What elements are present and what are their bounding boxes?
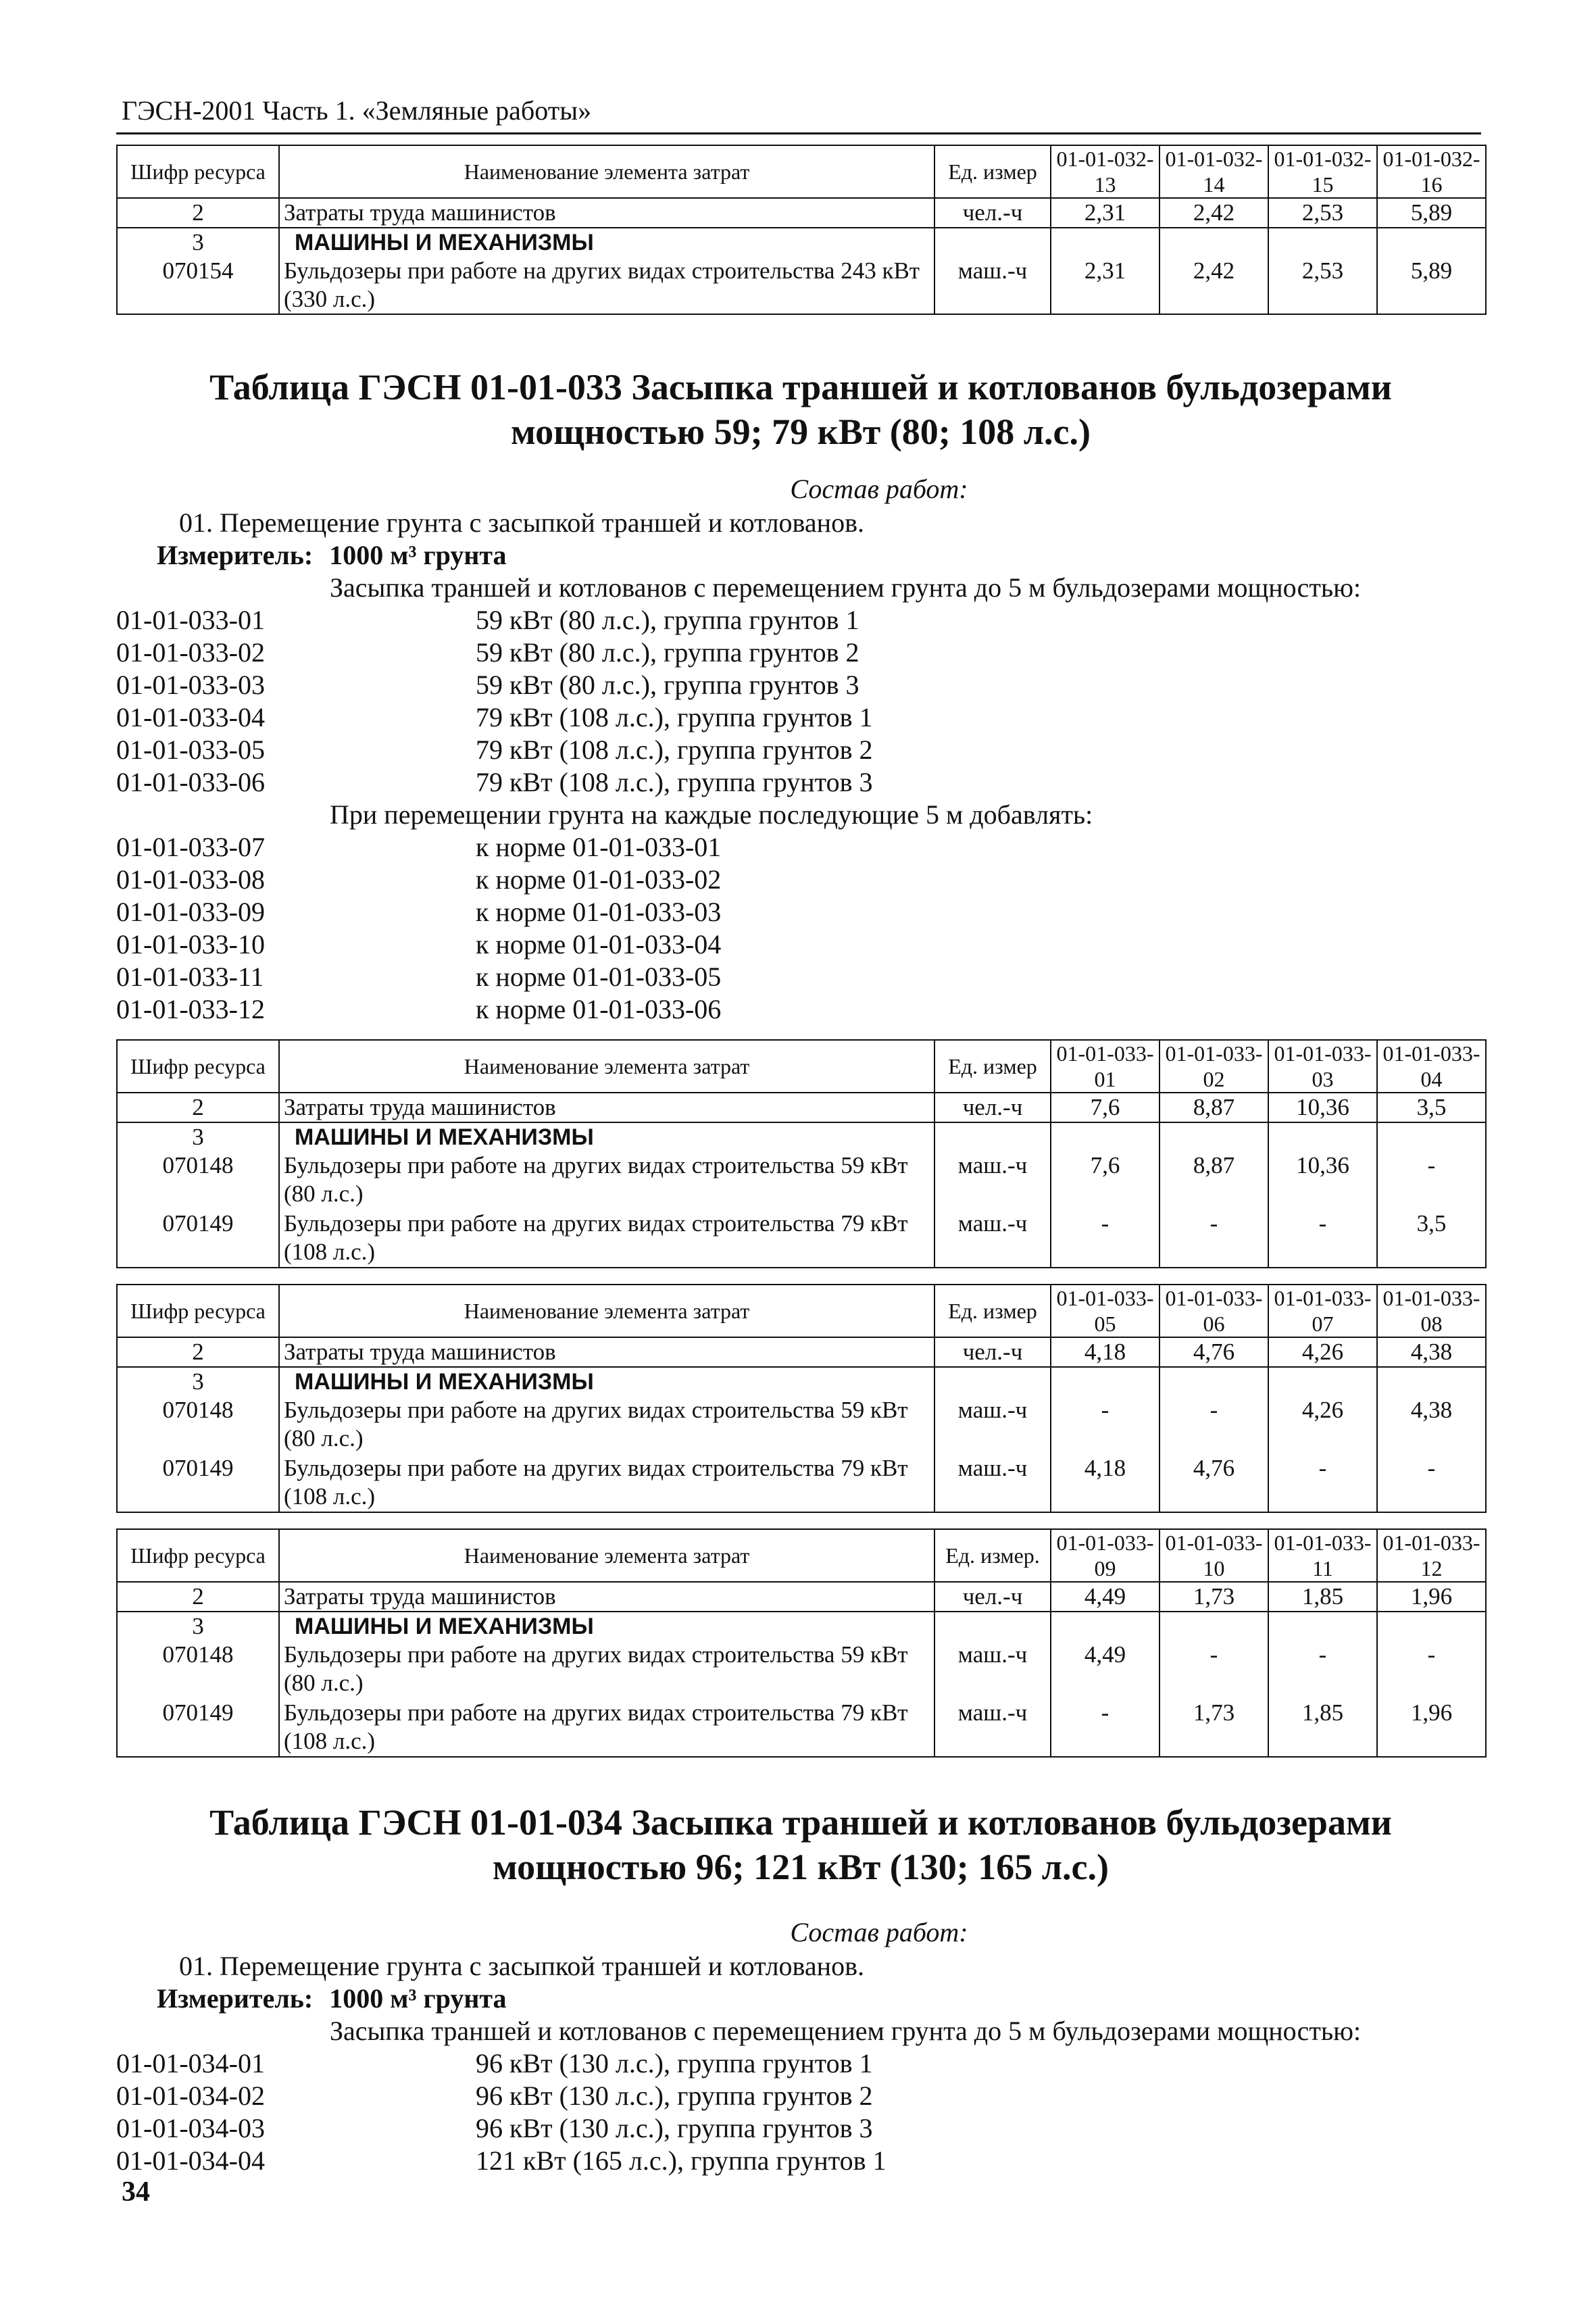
resource-unit: маш.-ч [934,1396,1051,1454]
labor-value: 2,42 [1159,198,1268,228]
group-code: 3 [117,1612,279,1641]
resource-name: Бульдозеры при работе на других видах строительства 79 кВт (108 л.с.) [279,1699,934,1757]
resource-table-032 [116,145,1487,315]
col-header-norm: 01-01-033-03 [1268,1040,1377,1093]
resource-value: 4,49 [1051,1641,1159,1699]
col-header-unit: Ед. измер [934,1285,1051,1337]
composition-text: 01. Перемещение грунта с засыпкой траншей и котлованов. [179,507,864,538]
norm-text: 59 кВт (80 л.с.), группа грунтов 3 [476,670,859,700]
norm-text: 79 кВт (108 л.с.), группа грунтов 1 [476,702,873,732]
resource-value: - [1377,1641,1486,1699]
col-header-code: Шифр ресурса [117,1285,279,1337]
resource-value: 10,36 [1268,1151,1377,1210]
norm-code: 01-01-033-11 [116,962,264,992]
resource-value: - [1051,1699,1159,1757]
resource-table-033-b [116,1284,1487,1513]
resource-unit: маш.-ч [934,257,1051,314]
norm-code: 01-01-033-09 [116,897,265,927]
resource-code: 070149 [117,1699,279,1757]
resource-code: 070149 [117,1210,279,1268]
col-header-unit: Ед. измер [934,1040,1051,1093]
resource-code: 070149 [117,1454,279,1512]
resource-unit: маш.-ч [934,1210,1051,1268]
labor-name: Затраты труда машинистов [279,1093,934,1122]
norm-list-a [116,604,873,799]
labor-code: 2 [117,198,279,228]
labor-value: 7,6 [1051,1093,1159,1122]
group-code: 3 [117,228,279,257]
norm-text: к норме 01-01-033-02 [476,864,722,895]
resource-value: - [1268,1641,1377,1699]
table-title-033: Таблица ГЭСН 01-01-033 Засыпка траншей и котлованов бульдозерами мощностью 59; 79 кВт (80; 108 л.с.) [209,367,1392,452]
resource-value: 4,76 [1159,1454,1268,1512]
norm-list-034 [116,2047,887,2177]
norm-code: 01-01-033-10 [116,929,265,960]
norm-code: 01-01-033-02 [116,637,265,668]
table-title-034: Таблица ГЭСН 01-01-034 Засыпка траншей и котлованов бульдозерами мощностью 96; 121 кВт (130; 165 л.с.) [209,1802,1392,1887]
list-item [116,2145,887,2177]
resource-unit: маш.-ч [934,1699,1051,1757]
list-item [116,2047,887,2080]
resource-value: - [1377,1454,1486,1512]
resource-code: 070148 [117,1151,279,1210]
resource-unit: маш.-ч [934,1151,1051,1210]
labor-value: 1,85 [1268,1582,1377,1612]
labor-name: Затраты труда машинистов [279,1582,934,1612]
col-header-code: Шифр ресурса [117,1040,279,1093]
labor-unit: чел.-ч [934,1582,1051,1612]
meter-label: Измеритель: [157,1983,314,2014]
resource-value: 2,42 [1159,257,1268,314]
list-item [116,637,873,669]
col-header-norm: 01-01-033-08 [1377,1285,1486,1337]
col-header-norm: 01-01-033-12 [1377,1529,1486,1582]
resource-name: Бульдозеры при работе на других видах строительства 59 кВт (80 л.с.) [279,1151,934,1210]
norm-text: к норме 01-01-033-01 [476,832,722,862]
labor-value: 4,76 [1159,1337,1268,1367]
list-item [116,2112,887,2145]
col-header-norm: 01-01-033-05 [1051,1285,1159,1337]
norm-code: 01-01-033-08 [116,864,265,895]
meter-value: 1000 м³ грунта [329,1983,507,2014]
resource-code: 070154 [117,257,279,314]
col-header-norm: 01-01-033-06 [1159,1285,1268,1337]
col-header-name: Наименование элемента затрат [279,1285,934,1337]
resource-value: - [1159,1396,1268,1454]
norm-code: 01-01-034-03 [116,2113,265,2143]
list-item [116,864,721,896]
group-title: МАШИНЫ И МЕХАНИЗМЫ [279,1612,934,1641]
composition-label: Состав работ: [790,474,968,504]
col-header-norm: 01-01-033-02 [1159,1040,1268,1093]
labor-code: 2 [117,1093,279,1122]
resource-table-033-c [116,1528,1487,1758]
norm-text: 96 кВт (130 л.с.), группа грунтов 2 [476,2081,873,2111]
norm-code: 01-01-033-04 [116,702,265,732]
list-item [116,734,873,766]
resource-value: 5,89 [1377,257,1486,314]
resource-unit: маш.-ч [934,1454,1051,1512]
labor-code: 2 [117,1582,279,1612]
page-number: 34 [122,2176,150,2208]
norm-text: 96 кВт (130 л.с.), группа грунтов 1 [476,2048,873,2078]
composition-text: 01. Перемещение грунта с засыпкой траншей и котлованов. [179,1951,864,1981]
resource-value: - [1268,1454,1377,1512]
list-item [116,928,721,961]
group-title: МАШИНЫ И МЕХАНИЗМЫ [279,228,934,257]
col-header-norm: 01-01-032-15 [1268,145,1377,198]
resource-value: 1,73 [1159,1699,1268,1757]
norm-text: 79 кВт (108 л.с.), группа грунтов 3 [476,767,873,797]
group-code: 3 [117,1367,279,1396]
resource-code: 070148 [117,1641,279,1699]
norm-intro-additional: При перемещении грунта на каждые последующие 5 м добавлять: [330,799,1093,830]
norm-text: к норме 01-01-033-06 [476,994,722,1024]
header-rule [116,132,1481,134]
norm-code: 01-01-034-01 [116,2048,265,2078]
resource-value: 1,85 [1268,1699,1377,1757]
labor-value: 1,73 [1159,1582,1268,1612]
list-item [116,701,873,734]
resource-value: - [1159,1641,1268,1699]
labor-value: 4,49 [1051,1582,1159,1612]
list-item [116,993,721,1026]
norm-text: 79 кВт (108 л.с.), группа грунтов 2 [476,735,873,765]
resource-value: 4,38 [1377,1396,1486,1454]
norm-text: к норме 01-01-033-04 [476,929,722,960]
norm-text: 96 кВт (130 л.с.), группа грунтов 3 [476,2113,873,2143]
col-header-norm: 01-01-032-16 [1377,145,1486,198]
resource-value: 1,96 [1377,1699,1486,1757]
col-header-norm: 01-01-033-10 [1159,1529,1268,1582]
labor-value: 10,36 [1268,1093,1377,1122]
list-item [116,669,873,701]
resource-name: Бульдозеры при работе на других видах строительства 79 кВт (108 л.с.) [279,1210,934,1268]
labor-unit: чел.-ч [934,198,1051,228]
norm-code: 01-01-033-05 [116,735,265,765]
group-code: 3 [117,1122,279,1151]
resource-name: Бульдозеры при работе на других видах строительства 79 кВт (108 л.с.) [279,1454,934,1512]
norm-list-b [116,831,721,1026]
labor-value: 4,38 [1377,1337,1486,1367]
resource-code: 070148 [117,1396,279,1454]
labor-value: 8,87 [1159,1093,1268,1122]
col-header-name: Наименование элемента затрат [279,145,934,198]
labor-value: 4,18 [1051,1337,1159,1367]
resource-value: 2,31 [1051,257,1159,314]
resource-value: 4,26 [1268,1396,1377,1454]
col-header-norm: 01-01-032-14 [1159,145,1268,198]
norm-code: 01-01-034-04 [116,2145,265,2176]
meter-line [157,539,507,572]
norm-text: 121 кВт (165 л.с.), группа грунтов 1 [476,2145,887,2176]
norm-intro: Засыпка траншей и котлованов с перемещением грунта до 5 м бульдозерами мощностью: [330,572,1362,603]
resource-value: 2,53 [1268,257,1377,314]
resource-value: 3,5 [1377,1210,1486,1268]
resource-name: Бульдозеры при работе на других видах строительства 59 кВт (80 л.с.) [279,1396,934,1454]
list-item [116,961,721,993]
resource-value: - [1051,1210,1159,1268]
list-item [116,896,721,928]
norm-code: 01-01-034-02 [116,2081,265,2111]
labor-unit: чел.-ч [934,1093,1051,1122]
resource-value: 4,18 [1051,1454,1159,1512]
resource-name: Бульдозеры при работе на других видах строительства 243 кВт (330 л.с.) [279,257,934,314]
norm-code: 01-01-033-01 [116,605,265,635]
running-header: ГЭСН-2001 Часть 1. «Земляные работы» [122,95,592,126]
col-header-code: Шифр ресурса [117,1529,279,1582]
col-header-name: Наименование элемента затрат [279,1529,934,1582]
col-header-norm: 01-01-033-11 [1268,1529,1377,1582]
col-header-unit: Ед. измер [934,145,1051,198]
norm-code: 01-01-033-07 [116,832,265,862]
norm-text: 59 кВт (80 л.с.), группа грунтов 1 [476,605,859,635]
col-header-name: Наименование элемента затрат [279,1040,934,1093]
labor-value: 5,89 [1377,198,1486,228]
col-header-norm: 01-01-033-01 [1051,1040,1159,1093]
col-header-code: Шифр ресурса [117,145,279,198]
resource-value: 7,6 [1051,1151,1159,1210]
meter-label: Измеритель: [157,540,314,570]
labor-code: 2 [117,1337,279,1367]
meter-value: 1000 м³ грунта [329,540,507,570]
col-header-unit: Ед. измер. [934,1529,1051,1582]
resource-unit: маш.-ч [934,1641,1051,1699]
labor-value: 3,5 [1377,1093,1486,1122]
norm-text: к норме 01-01-033-05 [476,962,722,992]
resource-value: - [1377,1151,1486,1210]
resource-value: - [1159,1210,1268,1268]
labor-name: Затраты труда машинистов [279,198,934,228]
col-header-norm: 01-01-033-04 [1377,1040,1486,1093]
list-item [116,2080,887,2112]
norm-code: 01-01-033-03 [116,670,265,700]
resource-value: - [1268,1210,1377,1268]
group-title: МАШИНЫ И МЕХАНИЗМЫ [279,1122,934,1151]
labor-unit: чел.-ч [934,1337,1051,1367]
list-item [116,766,873,799]
col-header-norm: 01-01-033-09 [1051,1529,1159,1582]
col-header-norm: 01-01-033-07 [1268,1285,1377,1337]
meter-line [157,1983,507,2015]
list-item [116,831,721,864]
col-header-norm: 01-01-032-13 [1051,145,1159,198]
norm-text: 59 кВт (80 л.с.), группа грунтов 2 [476,637,859,668]
labor-value: 2,31 [1051,198,1159,228]
labor-value: 2,53 [1268,198,1377,228]
group-title: МАШИНЫ И МЕХАНИЗМЫ [279,1367,934,1396]
resource-table-033-a [116,1039,1487,1268]
resource-value: 8,87 [1159,1151,1268,1210]
labor-value: 4,26 [1268,1337,1377,1367]
labor-name: Затраты труда машинистов [279,1337,934,1367]
norm-intro: Засыпка траншей и котлованов с перемещением грунта до 5 м бульдозерами мощностью: [330,2016,1362,2046]
norm-text: к норме 01-01-033-03 [476,897,722,927]
norm-code: 01-01-033-12 [116,994,265,1024]
resource-value: - [1051,1396,1159,1454]
norm-code: 01-01-033-06 [116,767,265,797]
composition-label: Состав работ: [790,1917,968,1947]
resource-name: Бульдозеры при работе на других видах строительства 59 кВт (80 л.с.) [279,1641,934,1699]
list-item [116,604,873,637]
labor-value: 1,96 [1377,1582,1486,1612]
